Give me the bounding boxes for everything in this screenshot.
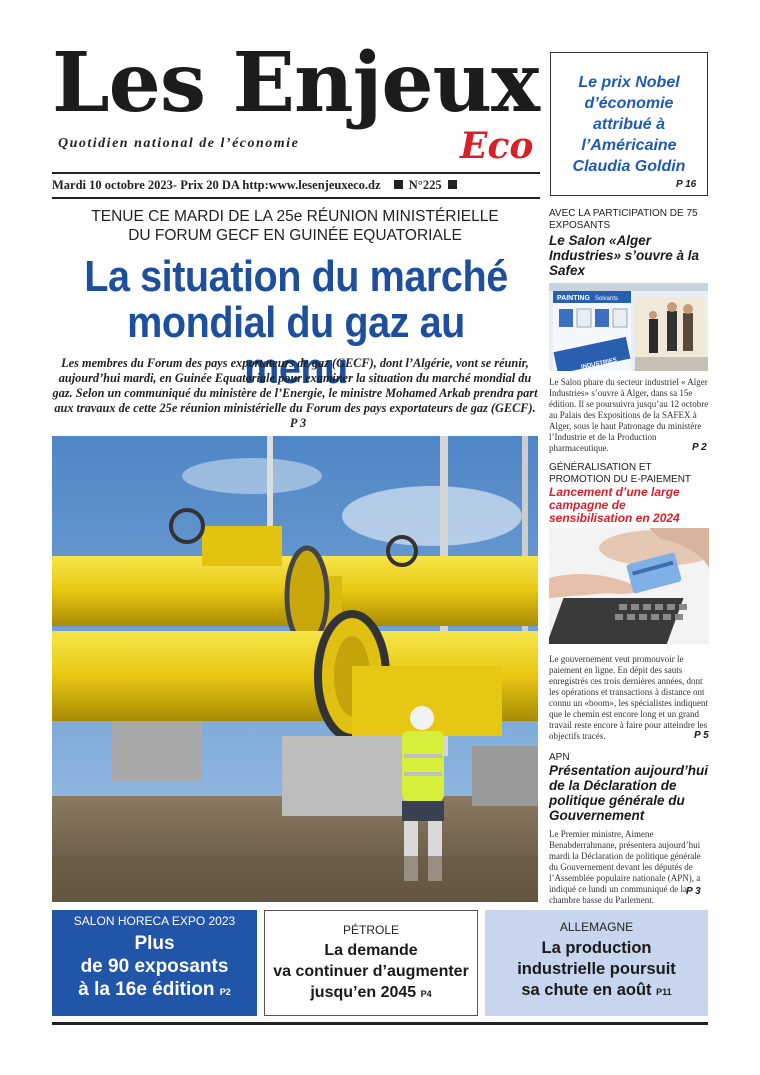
side3-title[interactable]: Présentation aujourd’hui de la Déclaration de politique générale du Gouvernement (549, 763, 709, 823)
teaser-headline (265, 940, 477, 1005)
masthead-divider (52, 197, 540, 199)
side1-body: Le Salon phare du secteur industriel « Alger Industries» s’ouvre à Alger, dans sa 15e édition. Il se poursuivra jusqu’au 12 octobre au Palais des Expositions de la SAFEX à Alger, sous le haut Patronage du ministère l’Industrie et de la Production pharmaceutique. (549, 377, 709, 453)
teaser-line: sa chute en août (521, 981, 652, 999)
teaser-kicker: ALLEMAGNE (559, 920, 634, 934)
teaser-line: va continuer d’augmenter (273, 963, 469, 980)
issue-number: N°225 (408, 178, 442, 192)
nobel-teaser-text[interactable]: Le prix Nobel d’économie attribué à l’Américaine Claudia Goldin (572, 74, 686, 175)
side1-title[interactable]: Le Salon «Alger Industries» s’ouvre à la Safex (549, 233, 700, 278)
footer-divider (52, 1022, 708, 1025)
side2-page-ref: P 5 (694, 730, 709, 741)
side3-body: Le Premier ministre, Aimene Benabderrahmane, présentera aujourd’hui mardi la Déclaration de politique générale du Gouvernement devant les députés de l’Assemblée populaire nationale (APN), a indiqué ce lundi un communiqué de la chambre basse du Parlement. (549, 829, 701, 905)
teaser-line: La production (541, 939, 652, 957)
side2-kicker: GÉNÉRALISATION ET PROMOTION DU E-PAIEMENT (549, 462, 692, 485)
side3-page-ref: P 3 (686, 886, 701, 897)
teaser-page-ref: P4 (420, 989, 432, 999)
teaser-line: industrielle poursuit (517, 960, 676, 978)
teaser-line: à la 16e édition (78, 979, 215, 1000)
main-lead-page-ref: P 3 (289, 416, 307, 430)
teaser-headline (52, 932, 257, 1004)
side3-kicker: APN (549, 752, 570, 763)
teaser-box-horeca[interactable] (52, 910, 257, 1016)
teaser-page-ref: P2 (219, 987, 231, 997)
main-lead (52, 356, 538, 431)
issue-date-price: Mardi 10 octobre 2023- Prix 20 DA http:www.lesenjeuxeco.dz (52, 178, 381, 192)
teaser-kicker: PÉTROLE (342, 923, 399, 937)
teaser-box-petrole[interactable] (264, 910, 478, 1016)
safex-expo-photo (549, 283, 708, 371)
side1-page-ref: P 2 (692, 442, 707, 453)
teaser-headline (485, 938, 708, 1003)
main-lead-text: Les membres du Forum des pays exportateurs de gaz (GECF), dont l’Algérie, vont se réunir, aujourd’hui mardi, en Guinée Equatoriale pour examiner la situation du marché mondial du gaz. Selon un communiqué du ministère de l’Energie, le ministre Mohamed Arkab prendra part aux travaux de cette 25e réunion ministérielle du Forum des pays exportateurs de gaz (GECF). (52, 356, 538, 415)
teaser-line: Plus (134, 933, 175, 954)
nobel-page-ref: P 16 (676, 179, 697, 190)
teaser-line: de 90 exposants (80, 956, 229, 977)
side1-kicker: AVEC LA PARTICIPATION DE 75 EXPOSANTS (549, 208, 698, 231)
pipeline-photo (52, 436, 538, 902)
main-kicker-line: DU FORUM GECF EN GUINÉE EQUATORIALE (128, 227, 462, 244)
masthead-title: Les Enjeux (52, 35, 540, 131)
masthead-info-line (52, 178, 457, 193)
card-keyboard-illustration (549, 528, 709, 644)
main-headline[interactable]: La situation du marché mondial du gaz au menu (84, 252, 508, 393)
pipeline-illustration (52, 436, 538, 902)
masthead-tagline: Quotidien national de l’économie (58, 136, 300, 151)
teaser-line: La demande (324, 942, 418, 959)
expo-stand-illustration (549, 283, 708, 371)
e-payment-photo (549, 528, 709, 644)
teaser-line: jusqu’en 2045 (310, 984, 417, 1001)
teaser-box-allemagne[interactable] (485, 910, 708, 1016)
square-bullet-icon (394, 180, 403, 189)
teaser-kicker: SALON HORECA EXPO 2023 (73, 914, 236, 928)
masthead-divider (52, 172, 540, 174)
expo-sign-industries: INDUSTRIES (580, 357, 618, 371)
side2-title[interactable]: Lancement d’une large campagne de sensibilisation en 2024 (549, 485, 680, 525)
square-bullet-icon (448, 180, 457, 189)
main-kicker (60, 207, 530, 245)
expo-sign-painting: PAINTING (557, 295, 590, 302)
expo-sign-solvants: Solvants (595, 296, 619, 302)
main-kicker-line: TENUE CE MARDI DE LA 25e RÉUNION MINISTÉRIELLE (91, 208, 499, 225)
side2-body: Le gouvernement veut promouvoir le paiement en ligne. En dépit des sauts enregistrés ces trois dernières années, dont les opérations et transactions à distance ont connu un «boom», les spécialistes indiquent que le chemin est encore long et un grand travail reste encore à faire pour atteindre les objectifs tracés. (549, 654, 708, 741)
masthead-eco-logo: Eco (460, 125, 534, 167)
teaser-page-ref: P11 (656, 987, 672, 997)
